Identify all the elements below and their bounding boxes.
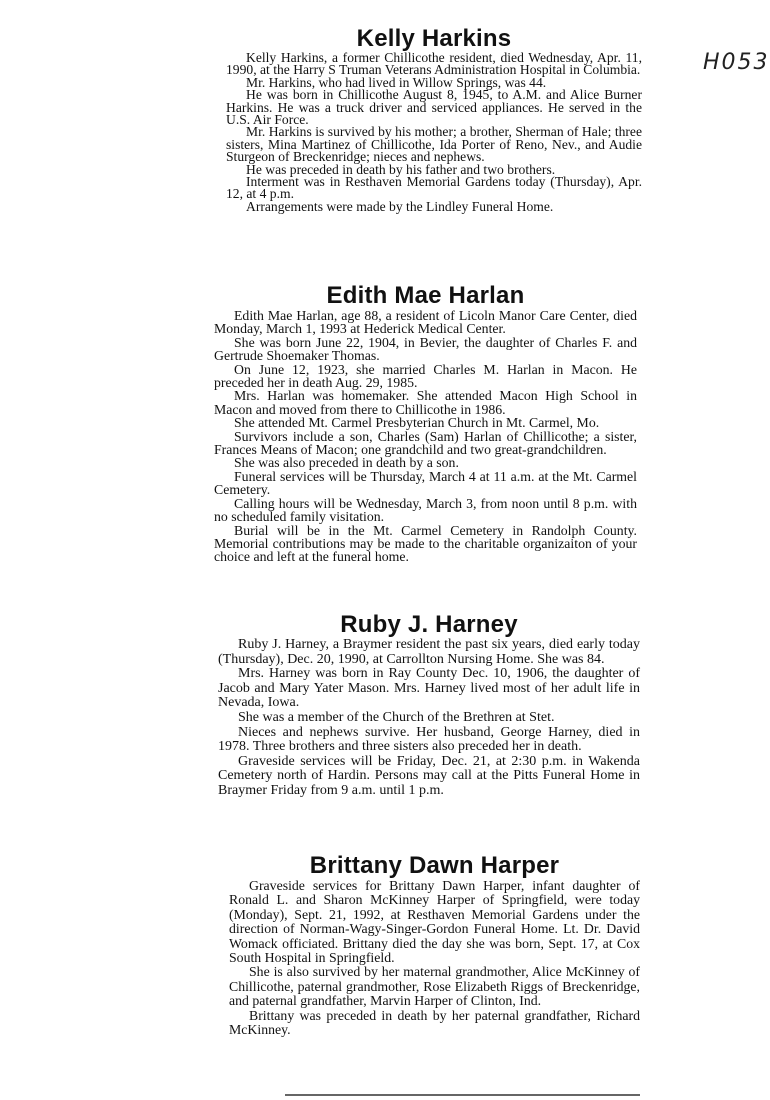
obituary-paragraph: Interment was in Resthaven Memorial Gardens today (Thursday), Apr. 12, at 4 p.m. bbox=[226, 174, 642, 202]
obituary-paragraph: Nieces and nephews survive. Her husband, George Harney, died in 1978. Three brothers and three sisters also preceded her in death. bbox=[218, 724, 640, 755]
obituary-paragraph: Mr. Harkins, who had lived in Willow Springs, was 44. bbox=[246, 74, 547, 90]
obituary-name-heading: Brittany Dawn Harper bbox=[309, 852, 560, 879]
obituary-paragraph: Burial will be in the Mt. Carmel Cemetery in Randolph County. Memorial contributions may be made to the charitable organizaiton of your choice and left at the funeral home. bbox=[214, 522, 637, 565]
obituary-paragraph: She was born June 22, 1904, in Bevier, the daughter of Charles F. and Gertrude Shoemaker Thomas. bbox=[214, 334, 637, 364]
obituary-paragraph: Graveside services for Brittany Dawn Harper, infant daughter of Ronald L. and Sharon McKinney Harper of Springfield, were today (Monday), Sept. 21, 1992, at Resthaven Memorial Gardens under the direction of Norman-Wagy-Singer-Gordon Funeral Home. Lt. Dr. David Womack officiated. Brittany died the day she was born, Sept. 17, at Cox South Hospital in Springfield. bbox=[229, 878, 640, 966]
obituary-edith-mae-harlan bbox=[214, 283, 637, 564]
obituary-name-heading: Edith Mae Harlan bbox=[326, 282, 525, 309]
obituary-paragraph: Edith Mae Harlan, age 88, a resident of Licoln Manor Care Center, died Monday, March 1, 1993 at Hederick Medical Center. bbox=[214, 308, 637, 337]
obituary-brittany-dawn-harper bbox=[229, 853, 640, 1037]
obituary-ruby-j-harney bbox=[218, 612, 640, 799]
obituary-paragraph: He was preceded in death by his father and two brothers. bbox=[246, 161, 556, 177]
obituary-paragraph: On June 12, 1923, she married Charles M. Harlan in Macon. He preceded her in death Aug. 29, 1985. bbox=[214, 361, 637, 391]
obituary-paragraph: Arrangements were made by the Lindley Funeral Home. bbox=[246, 198, 554, 214]
obituary-paragraph: Graveside services will be Friday, Dec. 21, at 2:30 p.m. in Wakenda Cemetery north of Hardin. Persons may call at the Pitts Funeral Home in Braymer Friday from 9 a.m. until 1 p.m. bbox=[218, 753, 640, 798]
obituary-paragraph: She attended Mt. Carmel Presbyterian Church in Mt. Carmel, Mo. bbox=[234, 415, 600, 431]
obituary-kelly-harkins bbox=[226, 26, 642, 213]
obituary-paragraph: He was born in Chillicothe August 8, 1945, to A.M. and Alice Burner Harkins. He was a truck driver and serviced appliances. He served in the U.S. Air Force. bbox=[226, 87, 642, 128]
obituary-paragraph: Mrs. Harlan was homemaker. She attended Macon High School in Macon and moved from there to Chillicothe in 1986. bbox=[214, 388, 637, 417]
obituary-paragraph: Calling hours will be Wednesday, March 3, from noon until 8 p.m. with no scheduled family visitation. bbox=[214, 495, 637, 525]
bottom-rule bbox=[285, 1094, 640, 1096]
obituary-name-heading: Ruby J. Harney bbox=[340, 611, 518, 638]
obituary-paragraph: Mr. Harkins is survived by his mother; a brother, Sherman of Hale; three sisters, Mina Martinez of Chillicothe, Ida Porter of Reno, Nev., and Audie Sturgeon of Breckenridge; nieces and nephews. bbox=[226, 124, 642, 165]
obituary-paragraph: Funeral services will be Thursday, March 4 at 11 a.m. at the Mt. Carmel Cemetery. bbox=[214, 468, 637, 498]
obituary-paragraph: She is also survived by her maternal grandmother, Alice McKinney of Chillicothe, paternal grandmother, Rose Elizabeth Riggs of Breckenridge, and paternal grandfather, Marvin Harper of Clinton, Ind. bbox=[229, 964, 640, 1009]
obituary-paragraph: Brittany was preceded in death by her paternal grandfather, Richard McKinney. bbox=[229, 1007, 640, 1038]
handwritten-page-mark: H053 bbox=[703, 50, 770, 75]
obituary-paragraph: She was a member of the Church of the Brethren at Stet. bbox=[238, 709, 555, 725]
obituary-paragraph: Ruby J. Harney, a Braymer resident the past six years, died early today (Thursday), Dec. 20, 1990, at Carrollton Nursing Home. She was 84. bbox=[218, 637, 640, 667]
obituary-paragraph: She was also preceded in death by a son. bbox=[234, 455, 459, 471]
obituary-name-heading: Kelly Harkins bbox=[356, 25, 512, 52]
obituary-paragraph: Mrs. Harney was born in Ray County Dec. 10, 1906, the daughter of Jacob and Mary Yater Mason. Mrs. Harney lived most of her adult life in Nevada, Iowa. bbox=[218, 666, 640, 711]
obituary-paragraph: Survivors include a son, Charles (Sam) Harlan of Chillicothe; a sister, Frances Means of Macon; one grandchild and two great-grandchildren. bbox=[214, 428, 637, 458]
obituary-paragraph: Kelly Harkins, a former Chillicothe resident, died Wednesday, Apr. 11, 1990, at the Harry S Truman Veterans Administration Hospital in Columbia. bbox=[226, 50, 642, 78]
